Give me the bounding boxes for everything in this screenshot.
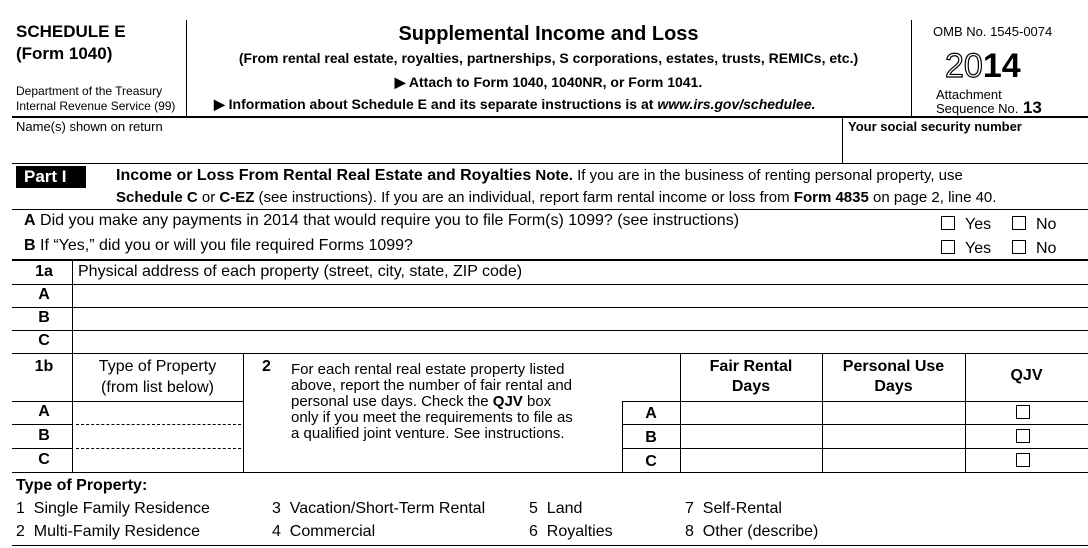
- line-1b-number: 1b: [34, 358, 54, 375]
- property-type-field-c[interactable]: [74, 450, 242, 471]
- qjv-checkbox-b[interactable]: [1016, 429, 1030, 443]
- arrow-icon: ▶: [394, 74, 406, 90]
- line-2-number: 2: [262, 358, 271, 375]
- line-2-row-label: A: [645, 405, 657, 422]
- question-b-yes-checkbox[interactable]: [941, 240, 955, 254]
- question-a: A Did you make any payments in 2014 that would require you to file Form(s) 1099? (see instructions): [24, 212, 740, 229]
- fair-rental-days-a[interactable]: [682, 402, 821, 423]
- form-subtitle: (From rental real estate, royalties, partnerships, S corporations, estates, trusts, REMICs, etc.): [238, 50, 859, 66]
- question-b-no-label: No: [1036, 240, 1057, 257]
- type-of-property-title: Type of Property:: [16, 477, 148, 494]
- personal-use-days-a[interactable]: [824, 402, 964, 423]
- fair-rental-days-b[interactable]: [682, 426, 821, 447]
- type-of-property-header2: (from list below): [101, 379, 214, 396]
- property-type-item: 1 Single Family Residence: [16, 500, 210, 517]
- qjv-header: QJV: [1010, 367, 1043, 384]
- line-1a-row-label: B: [38, 309, 50, 326]
- omb-number: OMB No. 1545-0074: [933, 24, 1053, 39]
- ssn-label: Your social security number: [848, 119, 1022, 134]
- property-type-item: 3 Vacation/Short-Term Rental: [272, 500, 486, 517]
- property-type-item: 8 Other (describe): [685, 523, 819, 540]
- sequence-number: 13: [1022, 98, 1042, 117]
- qjv-checkbox-c[interactable]: [1016, 453, 1030, 467]
- attachment-label: Attachment: [936, 87, 1002, 102]
- address-field-c[interactable]: [74, 331, 1084, 352]
- ssn-field[interactable]: [848, 134, 1084, 162]
- part1-heading-line: Income or Loss From Rental Real Estate and Royalties Note. If you are in the business of renting personal property, use: [116, 167, 963, 184]
- question-b-no-checkbox[interactable]: [1012, 240, 1026, 254]
- dept-line2: Internal Revenue Service (99): [16, 99, 176, 113]
- question-b-yes-label: Yes: [965, 240, 992, 257]
- property-type-item: 4 Commercial: [272, 523, 376, 540]
- line-1a-row-label: A: [38, 286, 50, 303]
- line-1a-label: Physical address of each property (street, city, state, ZIP code): [78, 263, 523, 280]
- question-b: B If “Yes,” did you or will you file required Forms 1099?: [24, 237, 413, 254]
- schedule-label: SCHEDULE E: [16, 22, 126, 41]
- line-2-row-label: C: [645, 453, 657, 470]
- names-label: Name(s) shown on return: [16, 119, 163, 134]
- property-type-item: 5 Land: [529, 500, 583, 517]
- question-a-no-checkbox[interactable]: [1012, 216, 1026, 230]
- names-field[interactable]: [16, 134, 838, 162]
- personal-use-days-b[interactable]: [824, 426, 964, 447]
- type-of-property-header1: Type of Property: [98, 358, 217, 375]
- line-1b-row-label: B: [38, 427, 50, 444]
- info-line: ▶ Information about Schedule E and its separate instructions is at www.irs.gov/schedulee.: [214, 96, 816, 112]
- address-field-a[interactable]: [74, 285, 1084, 306]
- property-type-item: 6 Royalties: [529, 523, 613, 540]
- line-1a-number: 1a: [35, 263, 53, 280]
- tax-year: 2014: [945, 47, 1021, 85]
- fair-rental-days-header: Fair Rental Days: [709, 358, 793, 395]
- property-type-field-b[interactable]: [74, 426, 242, 447]
- part1-note-line: Schedule C or C-EZ (see instructions). If you are an individual, report farm rental income or loss from Form 4835 on page 2, line 40.: [116, 189, 997, 206]
- sequence-line: Sequence No. 13: [936, 98, 1042, 117]
- instructions-url[interactable]: www.irs.gov/schedulee.: [657, 96, 816, 112]
- personal-use-days-header: Personal Use Days: [842, 358, 945, 395]
- property-type-item: 7 Self-Rental: [685, 500, 782, 517]
- property-type-field-a[interactable]: [74, 402, 242, 423]
- part1-badge: Part I: [16, 166, 86, 188]
- qjv-checkbox-a[interactable]: [1016, 405, 1030, 419]
- line-1b-row-label: A: [38, 403, 50, 420]
- personal-use-days-c[interactable]: [824, 450, 964, 471]
- arrow-icon: ▶: [214, 96, 225, 112]
- line-1a-row-label: C: [38, 332, 50, 349]
- question-a-yes-checkbox[interactable]: [941, 216, 955, 230]
- attach-line: ▶ Attach to Form 1040, 1040NR, or Form 1041.: [394, 74, 703, 90]
- fair-rental-days-c[interactable]: [682, 450, 821, 471]
- question-a-yes-label: Yes: [965, 216, 992, 233]
- line-2-instructions: For each rental real estate property listed above, report the number of fair rental and personal use days. Check the QJV box only if you meet the requirements to file as a qualified joint venture. See instructions.: [291, 361, 573, 442]
- property-type-item: 2 Multi-Family Residence: [16, 523, 201, 540]
- part1-heading: Income or Loss From Rental Real Estate and Royalties: [116, 167, 532, 184]
- address-field-b[interactable]: [74, 308, 1084, 329]
- form-title: Supplemental Income and Loss: [398, 23, 699, 45]
- dept-line1: Department of the Treasury: [16, 84, 163, 98]
- line-1b-row-label: C: [38, 451, 50, 468]
- question-a-no-label: No: [1036, 216, 1057, 233]
- form-label: (Form 1040): [16, 44, 113, 63]
- line-2-row-label: B: [645, 429, 657, 446]
